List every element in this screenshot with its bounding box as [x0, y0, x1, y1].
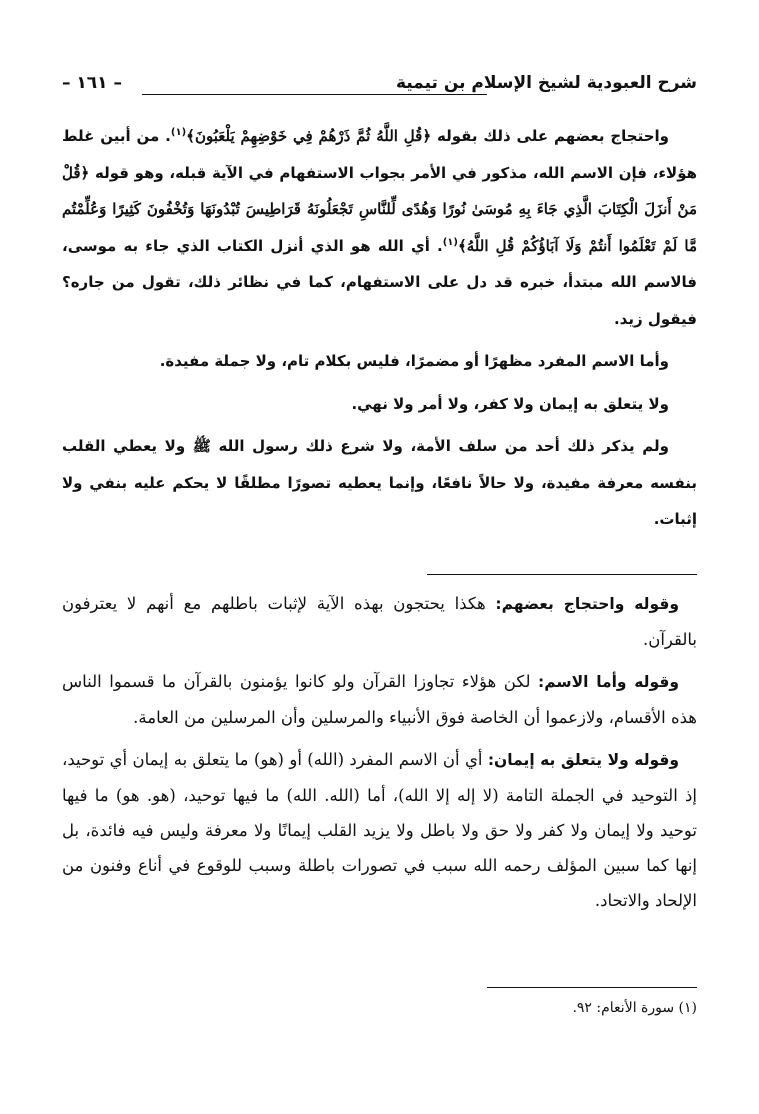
header-rule [142, 94, 487, 95]
footnote-rule [487, 987, 697, 988]
commentary-item [62, 664, 697, 735]
p1-middle: . من أبين غلط هؤلاء، فإن الاسم الله، مذكور في الأمر بجواب الاستفهام في الآية قبله، وهو قوله [62, 127, 697, 182]
page-header [62, 70, 697, 100]
p1-end: . أي الله هو الذي أنزل الكتاب الذي جاء به موسى، فالاسم الله مبتدأ، خبره قد دل على الاستفهام، كما في نظائر ذلك، تقول من جاره؟ فيقول زيد. [62, 236, 697, 328]
p1-intro: واحتجاج بعضهم على ذلك بقوله [431, 127, 670, 145]
commentary-item [62, 586, 697, 657]
paragraph-salaf: ولم يذكر ذلك أحد من سلف الأمة، ولا شرع ذلك رسول الله ﷺ ولا يعطي القلب بنفسه معرفة مفيدة، ولا حالاً نافعًا، وإنما يعطيه تصورًا مطلقًا لا يحكم عليه بنفي ولا إثبات. [62, 437, 697, 528]
commentary-text: هكذا يحتجون بهذه الآية لإثبات باطلهم مع أنهم لا يعترفون بالقرآن. [62, 594, 697, 649]
paragraph-single-name: وأما الاسم المفرد مظهرًا أو مضمرًا، فليس بكلام تام، ولا جملة مفيدة. [159, 352, 669, 370]
commentary-item [62, 742, 697, 918]
main-text [62, 118, 697, 538]
footnote-ref-1: (١) [170, 127, 187, 138]
commentary-lead: وقوله واحتجاج بعضهم: [495, 595, 679, 613]
commentary-text: أي أن الاسم المفرد (الله) أو (هو) ما يتعلق به إيمان أي توحيد، إذ التوحيد في الجملة التامة (لا إله إلا الله)، أما (الله. الله) ما فيها توحيد، (هو. هو) ما فيها توحيد ولا إيمان ولا كفر ولا حق ولا باطل ولا يزيد القلب إيمانًا ولا معرفة وليس فيه فائدة، بل إنها كما سبين المؤلف رحمه الله سبب في تصورات باطلة وسبب للوقوع في أناع وفنون من الإلحاد والاتحاد. [62, 750, 697, 910]
commentary-section [62, 586, 697, 925]
commentary-lead: وقوله وأما الاسم: [538, 673, 679, 691]
paragraph-argument [62, 118, 697, 337]
page-number: – ١٦١ – [62, 73, 122, 93]
commentary-lead: وقوله ولا يتعلق به إيمان: [487, 751, 680, 769]
footnote-ref-2: (١) [442, 236, 458, 248]
quran-verse-1: ﴿قُلِ اللَّهُ ثُمَّ ذَرْهُمْ فِي خَوْضِهِمْ يَلْعَبُونَ﴾ [186, 127, 432, 145]
section-divider [427, 574, 697, 575]
footnote: (١) سورة الأنعام: ٩٢. [572, 1000, 697, 1016]
quran-verse-2: ﴿قُلْ مَنْ أَنزَلَ الْكِتَابَ الَّذِي جَاءَ بِهِ مُوسَىٰ نُورًا وَهُدًى لِّلنَّاسِ تَجْعَلُونَهُ قَرَاطِيسَ تُبْدُونَهَا وَتُخْفُونَ كَثِيرًا وَعُلِّمْتُم مَّا لَمْ تَعْلَمُوا أَنتُمْ وَلَا آبَاؤُكُمْ قُلِ اللَّهُ﴾ [62, 163, 697, 255]
running-title: شرح العبودية لشيخ الإسلام بن تيمية [395, 73, 697, 93]
paragraph-no-faith: ولا يتعلق به إيمان ولا كفر، ولا أمر ولا نهي. [351, 394, 669, 413]
commentary-text: لكن هؤلاء تجاوزا القرآن ولو كانوا يؤمنون بالقرآن ما قسموا الناس هذه الأقسام، ولازعموا أن الخاصة فوق الأنبياء والمرسلين وأن المرسلين من العامة. [62, 672, 697, 727]
